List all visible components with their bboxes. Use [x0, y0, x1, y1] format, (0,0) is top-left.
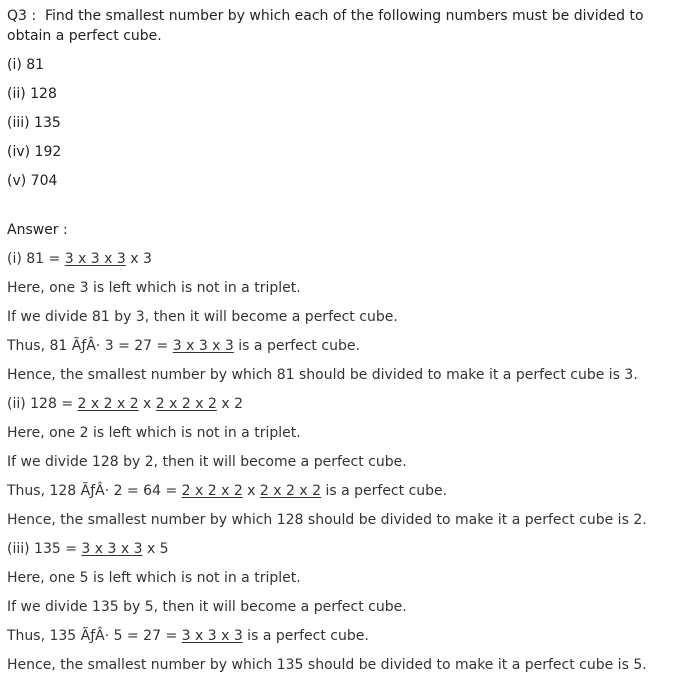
triplet-underline: 2 x 2 x 2 [155, 396, 217, 412]
conclusion-line: Hence, the smallest number by which 128 should be divided to make it a perfect cube is 2. [7, 512, 647, 528]
divide-line: If we divide 81 by 3, then it will become a perfect cube. [7, 309, 398, 325]
result-line: Thus, 128 ÃƒÂ· 2 = 64 = 2 x 2 x 2 x 2 x 2 x 2 is a perfect cube. [7, 483, 448, 499]
leftover-line: Here, one 5 is left which is not in a triplet. [7, 570, 301, 586]
factorization-line: (iii) 135 = 3 x 3 x 3 x 5 [7, 541, 169, 557]
triplet-underline: 2 x 2 x 2 [259, 483, 322, 499]
part-3: (iii) 135 [7, 115, 61, 131]
triplet-underline: 3 x 3 x 3 [81, 541, 143, 557]
leftover-line: Here, one 2 is left which is not in a triplet. [7, 425, 301, 441]
divide-line: If we divide 135 by 5, then it will become a perfect cube. [7, 599, 407, 615]
factorization-line: (i) 81 = 3 x 3 x 3 x 3 [7, 251, 152, 267]
result-line: Thus, 135 ÃƒÂ· 5 = 27 = 3 x 3 x 3 is a perfect cube. [7, 628, 369, 644]
result-line: Thus, 81 ÃƒÂ· 3 = 27 = 3 x 3 x 3 is a perfect cube. [7, 338, 360, 354]
part-4: (iv) 192 [7, 144, 62, 160]
part-1: (i) 81 [7, 57, 45, 73]
divide-line: If we divide 128 by 2, then it will become a perfect cube. [7, 454, 407, 470]
factorization-line: (ii) 128 = 2 x 2 x 2 x 2 x 2 x 2 x 2 [7, 396, 243, 412]
part-2: (ii) 128 [7, 86, 57, 102]
question-label: Q3 : [7, 8, 37, 24]
question-block [7, 6, 677, 46]
triplet-underline: 3 x 3 x 3 [64, 251, 126, 267]
conclusion-line: Hence, the smallest number by which 135 should be divided to make it a perfect cube is 5. [7, 657, 647, 673]
part-5: (v) 704 [7, 173, 58, 189]
answer-label: Answer : [7, 222, 68, 238]
triplet-underline: 3 x 3 x 3 [181, 628, 243, 644]
triplet-underline: 2 x 2 x 2 [77, 396, 139, 412]
conclusion-line: Hence, the smallest number by which 81 should be divided to make it a perfect cube is 3. [7, 367, 638, 383]
triplet-underline: 2 x 2 x 2 [181, 483, 243, 499]
triplet-underline: 3 x 3 x 3 [172, 338, 234, 354]
leftover-line: Here, one 3 is left which is not in a triplet. [7, 280, 301, 296]
question-text: Find the smallest number by which each of the following numbers must be divided to obtain a perfect cube. [7, 8, 644, 44]
